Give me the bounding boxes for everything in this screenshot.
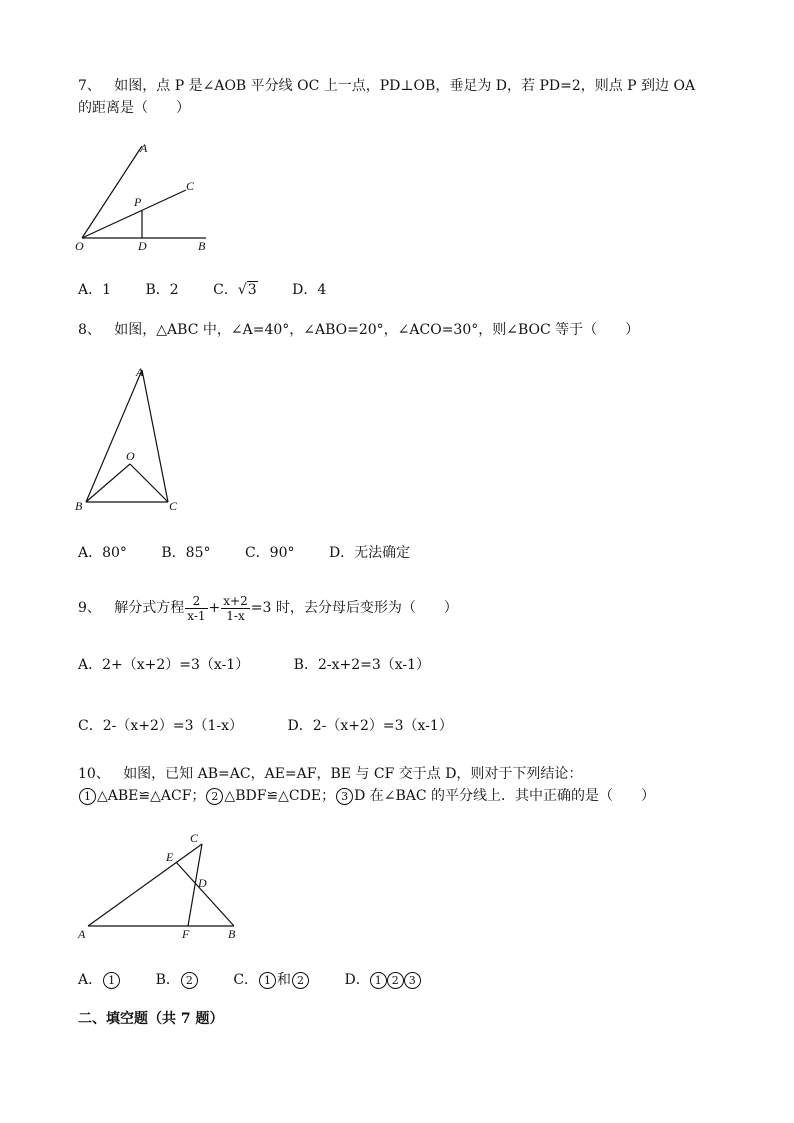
q10-text-line1 <box>78 764 582 784</box>
q9-options-row1 <box>78 655 460 675</box>
q7-text-line2: 的距离是（ ） <box>78 100 190 116</box>
circled-number-2: 2 <box>387 972 404 989</box>
q7-figure <box>72 138 212 254</box>
circled-number-1: 1 <box>79 788 96 805</box>
circled-number-1: 1 <box>259 972 276 989</box>
q7-stem: 如图，点 P 是∠AOB 平分线 OC 上一点，PD⊥OB，垂足为 D，若 PD=2，则点 P 到边 OA <box>114 78 696 94</box>
q7-option-a: A．1 <box>78 282 112 298</box>
q10-options <box>78 970 451 990</box>
q10-label-d: D <box>198 876 207 890</box>
q8-text <box>78 320 639 340</box>
q10-option-b: B． 2 <box>156 972 199 988</box>
q10-label-a: A <box>78 927 86 941</box>
q8-option-d: D．无法确定 <box>328 545 411 561</box>
q10-stem: 如图，已知 AB=AC，AE=AF，BE 与 CF 交于点 D，则对于下列结论： <box>123 766 583 782</box>
q9-fraction-2: $\frac{x+2}{1-x}$ <box>223 593 248 623</box>
q7-number: 7、 <box>78 78 101 94</box>
sqrt-symbol: √3 <box>237 282 257 298</box>
circled-number-3: 3 <box>336 788 353 805</box>
q10-statement-1: △ABE≌△ACF； <box>97 788 206 804</box>
q10-label-b: B <box>228 927 236 941</box>
q9-option-b: B．2-x+2=3（x-1） <box>293 657 431 673</box>
q10-option-a: A． 1 <box>78 972 121 988</box>
circled-number-2: 2 <box>181 972 198 989</box>
q8-label-b: B <box>75 499 83 513</box>
q10-option-c: C． 1 和 2 <box>233 972 310 988</box>
q9-plus: + <box>208 600 221 616</box>
q7-option-b: B．2 <box>145 282 179 298</box>
q7-label-a: A <box>140 141 148 155</box>
q7-label-d: D <box>138 239 147 253</box>
q10-statement-3: D 在∠BAC 的平分线上．其中正确的是（ ） <box>354 788 656 804</box>
circled-number-2: 2 <box>292 972 309 989</box>
q8-number: 8、 <box>78 322 101 338</box>
q7-label-o: O <box>75 239 84 253</box>
q10-label-c: C <box>190 831 199 845</box>
q9-option-d: D．2-（x+2）=3（x-1） <box>287 718 453 734</box>
q9-post: =3 时，去分母后变形为（ ） <box>250 600 458 616</box>
q10-segment-be <box>176 862 234 926</box>
q9-fraction-1: $\frac{2}{x-1}$ <box>187 593 206 623</box>
q10-label-e: E <box>166 850 174 864</box>
q8-figure <box>72 362 186 516</box>
q9-option-a: A．2+（x+2）=3（x-1） <box>78 657 250 673</box>
q7-options <box>78 280 356 300</box>
circled-number-1: 1 <box>103 972 120 989</box>
q8-options <box>78 543 440 563</box>
q10-text-line2 <box>78 786 655 806</box>
q7-label-p: P <box>134 195 142 209</box>
q8-option-b: B．85° <box>161 545 211 561</box>
circled-number-1: 1 <box>370 972 387 989</box>
q8-label-o: O <box>126 449 135 463</box>
circled-number-2: 2 <box>206 788 223 805</box>
q8-option-c: C．90° <box>244 545 295 561</box>
q8-option-a: A．80° <box>78 545 127 561</box>
q8-side-ab <box>86 370 142 502</box>
q7-option-c: C．√3 <box>213 282 257 298</box>
q7-option-d: D．4 <box>292 282 327 298</box>
q7-label-b: B <box>198 239 206 253</box>
q10-label-f: F <box>182 927 190 941</box>
q9-number: 9、 <box>78 600 101 616</box>
section-heading: 二、填空题（共 7 题） <box>78 1011 224 1027</box>
q10-option-d: D． 1 2 3 <box>345 972 421 988</box>
q7-text-line1 <box>78 76 695 96</box>
q8-stem: 如图，△ABC 中，∠A=40°，∠ABO=20°，∠ACO=30°，则∠BOC 等于（ ） <box>114 322 640 338</box>
q9-option-c: C．2-（x+2）=3（1-x） <box>78 718 244 734</box>
q8-side-ac <box>142 370 168 502</box>
q8-segment-bo <box>86 464 130 502</box>
q10-statement-2: △BDF≌△CDE； <box>224 788 336 804</box>
q10-number: 10、 <box>78 766 110 782</box>
q8-label-a: A <box>136 365 144 379</box>
q9-text <box>78 590 458 626</box>
q9-pre: 解分式方程 <box>114 600 185 616</box>
q10-figure <box>72 828 242 944</box>
circled-number-3: 3 <box>404 972 421 989</box>
q8-label-c: C <box>169 499 178 513</box>
q7-label-c: C <box>186 179 195 193</box>
q10-side-ac <box>88 844 202 926</box>
q8-segment-oc <box>130 464 168 502</box>
q9-options-row2 <box>78 716 483 736</box>
